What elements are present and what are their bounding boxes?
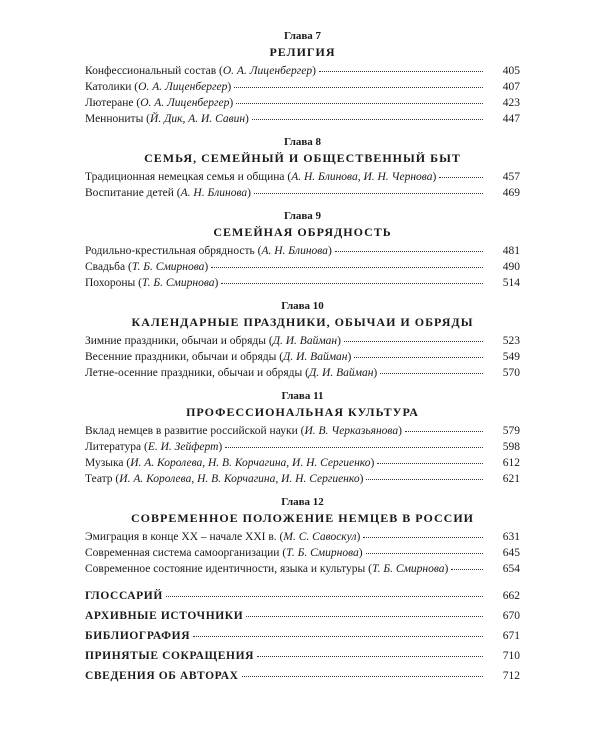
dot-leader xyxy=(366,469,483,480)
toc-entry[interactable]: Современное состояние идентичности, языка и культуры (Т. Б. Смирнова) 654 xyxy=(85,561,520,577)
entry-title: Католики ( xyxy=(85,81,139,93)
toc-entry[interactable]: Театр (И. А. Королева, Н. В. Корчагина, И. Н. Сергиенко) 621 xyxy=(85,471,520,487)
page-number: 654 xyxy=(502,563,520,575)
page-number: 447 xyxy=(502,113,520,125)
dot-leader xyxy=(377,453,483,464)
page-number: 481 xyxy=(502,245,520,257)
table-of-contents xyxy=(85,30,520,686)
entry-authors: Т. Б. Смирнова xyxy=(371,563,445,575)
page-number: 549 xyxy=(502,351,520,363)
toc-entry[interactable]: Литература (Е. И. Зейферт) 598 xyxy=(85,439,520,455)
chapter-number: Глава 11 xyxy=(281,390,324,402)
dot-leader xyxy=(363,527,483,538)
entry-authors: Д. И. Вайман xyxy=(283,351,348,363)
toc-entry[interactable]: Традиционная немецкая семья и община (А. Н. Блинова, И. Н. Чернова) 457 xyxy=(85,169,520,185)
entry-title: Современное состояние идентичности, языка и культуры ( xyxy=(85,563,372,575)
chapter-number: Глава 10 xyxy=(281,300,324,312)
entry-authors: О. А. Лиценбергер xyxy=(222,65,313,77)
entry-authors: И. А. Королева, Н. В. Корчагина, И. Н. Сергиенко xyxy=(130,457,371,469)
entry-title: ПРИНЯТЫЕ СОКРАЩЕНИЯ xyxy=(85,650,255,662)
toc-entry[interactable]: Меннониты (Й. Дик, А. И. Савин) 447 xyxy=(85,111,520,127)
chapter-number: Глава 8 xyxy=(283,136,322,148)
entry-title: Лютеране ( xyxy=(85,97,141,109)
dot-leader xyxy=(242,666,483,677)
dot-leader xyxy=(344,331,483,342)
dot-leader xyxy=(366,543,483,554)
page-number: 710 xyxy=(502,650,520,662)
entry-title: Зимние праздники, обычаи и обряды ( xyxy=(85,335,273,347)
dot-leader xyxy=(246,606,483,617)
entry-authors: Д. И. Вайман xyxy=(308,367,374,379)
entry-title: Меннониты ( xyxy=(85,113,151,125)
dot-leader xyxy=(354,347,483,358)
entry-title: Вклад немцев в развитие российской науки ( xyxy=(85,425,305,437)
entry-title: Воспитание детей ( xyxy=(85,187,181,199)
entry-title: Конфессиональный состав ( xyxy=(85,65,223,77)
dot-leader xyxy=(380,363,483,374)
toc-entry[interactable]: Родильно-крестильная обрядность (А. Н. Блинова) 481 xyxy=(85,243,520,259)
entry-authors: А. Н. Блинова xyxy=(261,245,328,257)
entry-title: Эмиграция в конце XX – начале XXI в. ( xyxy=(85,531,284,543)
entry-title: Традиционная немецкая семья и община ( xyxy=(85,171,292,183)
chapter-number: Глава 9 xyxy=(283,210,322,222)
toc-entry[interactable]: Зимние праздники, обычаи и обряды (Д. И. Вайман) 523 xyxy=(85,333,520,349)
dot-leader xyxy=(405,421,483,432)
page-number: 405 xyxy=(502,65,520,77)
entry-title: СВЕДЕНИЯ ОБ АВТОРАХ xyxy=(85,670,239,682)
page-number: 407 xyxy=(502,81,520,93)
chapter-title: СОВРЕМЕННОЕ ПОЛОЖЕНИЕ НЕМЦЕВ В РОССИИ xyxy=(130,511,474,525)
page-number: 631 xyxy=(502,531,520,543)
toc-entry[interactable]: Современная система самоорганизации (Т. Б. Смирнова) 645 xyxy=(85,545,520,561)
page-number: 579 xyxy=(502,425,520,437)
dot-leader xyxy=(257,646,483,657)
page-number: 670 xyxy=(502,610,520,622)
page-number: 423 xyxy=(502,97,520,109)
toc-entry-authors[interactable] xyxy=(85,666,520,686)
entry-title: Музыка ( xyxy=(85,457,131,469)
entry-title: Современная система самоорганизации ( xyxy=(85,547,287,559)
page-number: 570 xyxy=(502,367,520,379)
entry-title: Свадьба ( xyxy=(85,261,132,273)
dot-leader xyxy=(234,77,483,88)
entry-authors: Т. Б. Смирнова xyxy=(286,547,359,559)
toc-entry[interactable]: Вклад немцев в развитие российской науки (И. В. Черказьянова) 579 xyxy=(85,423,520,439)
chapter-12 xyxy=(85,496,520,577)
back-matter xyxy=(85,586,520,686)
entry-authors: Д. И. Вайман xyxy=(272,335,338,347)
chapter-10 xyxy=(85,300,520,381)
entry-authors: М. С. Савоскул xyxy=(283,531,357,543)
entry-authors: О. А. Лиценбергер xyxy=(140,97,230,109)
page-number: 612 xyxy=(502,457,520,469)
page-number: 523 xyxy=(502,335,520,347)
entry-authors: А. Н. Блинова xyxy=(180,187,248,199)
toc-entry[interactable]: Похороны (Т. Б. Смирнова) 514 xyxy=(85,275,520,291)
page-number: 621 xyxy=(502,473,520,485)
chapter-title: СЕМЕЙНАЯ ОБРЯДНОСТЬ xyxy=(213,225,392,239)
entry-authors: О. А. Лиценбергер xyxy=(138,81,228,93)
entry-title: АРХИВНЫЕ ИСТОЧНИКИ xyxy=(85,610,244,622)
chapter-8 xyxy=(85,136,520,201)
toc-entry[interactable]: Лютеране (О. А. Лиценбергер) 423 xyxy=(85,95,520,111)
entry-title: Литература ( xyxy=(85,441,148,453)
dot-leader xyxy=(439,167,483,178)
toc-entry[interactable]: Свадьба (Т. Б. Смирнова) 490 xyxy=(85,259,520,275)
entry-authors: А. Н. Блинова, И. Н. Чернова xyxy=(291,171,433,183)
chapter-title: СЕМЬЯ, СЕМЕЙНЫЙ И ОБЩЕСТВЕННЫЙ БЫТ xyxy=(144,151,461,165)
dot-leader xyxy=(451,559,483,570)
dot-leader xyxy=(211,257,483,268)
entry-title: Родильно-крестильная обрядность ( xyxy=(85,245,262,257)
page-number: 490 xyxy=(502,261,520,273)
entry-title: Театр ( xyxy=(85,473,120,485)
chapter-11 xyxy=(85,390,520,487)
toc-entry-bibliography[interactable] xyxy=(85,626,520,646)
entry-title: Весенние праздники, обычаи и обряды ( xyxy=(85,351,284,363)
entry-authors: Е. И. Зейферт xyxy=(147,441,219,453)
dot-leader xyxy=(252,109,483,120)
entry-authors: И. В. Черказьянова xyxy=(304,425,399,437)
dot-leader xyxy=(221,273,483,284)
chapter-number: Глава 12 xyxy=(281,496,324,508)
dot-leader xyxy=(236,93,483,104)
entry-title: БИБЛИОГРАФИЯ xyxy=(85,630,191,642)
dot-leader xyxy=(225,437,483,448)
dot-leader xyxy=(254,183,483,194)
page-number: 662 xyxy=(502,590,520,602)
entry-title: Летне-осенние праздники, обычаи и обряды ( xyxy=(85,367,309,379)
entry-authors: И. А. Королева, Н. В. Корчагина, И. Н. Сергиенко xyxy=(119,473,360,485)
dot-leader xyxy=(193,626,483,637)
toc-entry[interactable]: Музыка (И. А. Королева, Н. В. Корчагина, И. Н. Сергиенко) 612 xyxy=(85,455,520,471)
chapter-title: РЕЛИГИЯ xyxy=(269,45,336,59)
toc-entry[interactable]: Воспитание детей (А. Н. Блинова) 469 xyxy=(85,185,520,201)
entry-title: Похороны ( xyxy=(85,277,142,289)
toc-entry[interactable]: Католики (О. А. Лиценбергер) 407 xyxy=(85,79,520,95)
dot-leader xyxy=(319,61,483,72)
page-number: 457 xyxy=(502,171,520,183)
entry-authors: Й. Дик, А. И. Савин xyxy=(150,113,246,125)
page-number: 712 xyxy=(502,670,520,682)
page-number: 671 xyxy=(502,630,520,642)
toc-entry[interactable]: Конфессиональный состав (О. А. Лиценбергер) 405 xyxy=(85,63,520,79)
chapter-9 xyxy=(85,210,520,291)
entry-title: ГЛОССАРИЙ xyxy=(85,590,163,602)
page-number: 598 xyxy=(502,441,520,453)
toc-entry-glossary[interactable] xyxy=(85,586,520,606)
chapter-title: ПРОФЕССИОНАЛЬНАЯ КУЛЬТУРА xyxy=(186,405,419,419)
toc-entry[interactable]: Весенние праздники, обычаи и обряды (Д. И. Вайман) 549 xyxy=(85,349,520,365)
toc-entry[interactable]: Эмиграция в конце XX – начале XXI в. (М. С. Савоскул) 631 xyxy=(85,529,520,545)
entry-authors: Т. Б. Смирнова xyxy=(131,261,205,273)
chapter-7 xyxy=(85,30,520,127)
dot-leader xyxy=(166,586,483,597)
page-number: 469 xyxy=(502,187,520,199)
entry-authors: Т. Б. Смирнова xyxy=(141,277,215,289)
toc-entry[interactable]: Летне-осенние праздники, обычаи и обряды (Д. И. Вайман) 570 xyxy=(85,365,520,381)
page-number: 514 xyxy=(502,277,520,289)
chapter-number: Глава 7 xyxy=(283,30,322,42)
toc-entry-archives[interactable] xyxy=(85,606,520,626)
dot-leader xyxy=(335,241,483,252)
page-number: 645 xyxy=(502,547,520,559)
chapter-title: КАЛЕНДАРНЫЕ ПРАЗДНИКИ, ОБЫЧАИ И ОБРЯДЫ xyxy=(131,315,474,329)
toc-entry-abbreviations[interactable] xyxy=(85,646,520,666)
